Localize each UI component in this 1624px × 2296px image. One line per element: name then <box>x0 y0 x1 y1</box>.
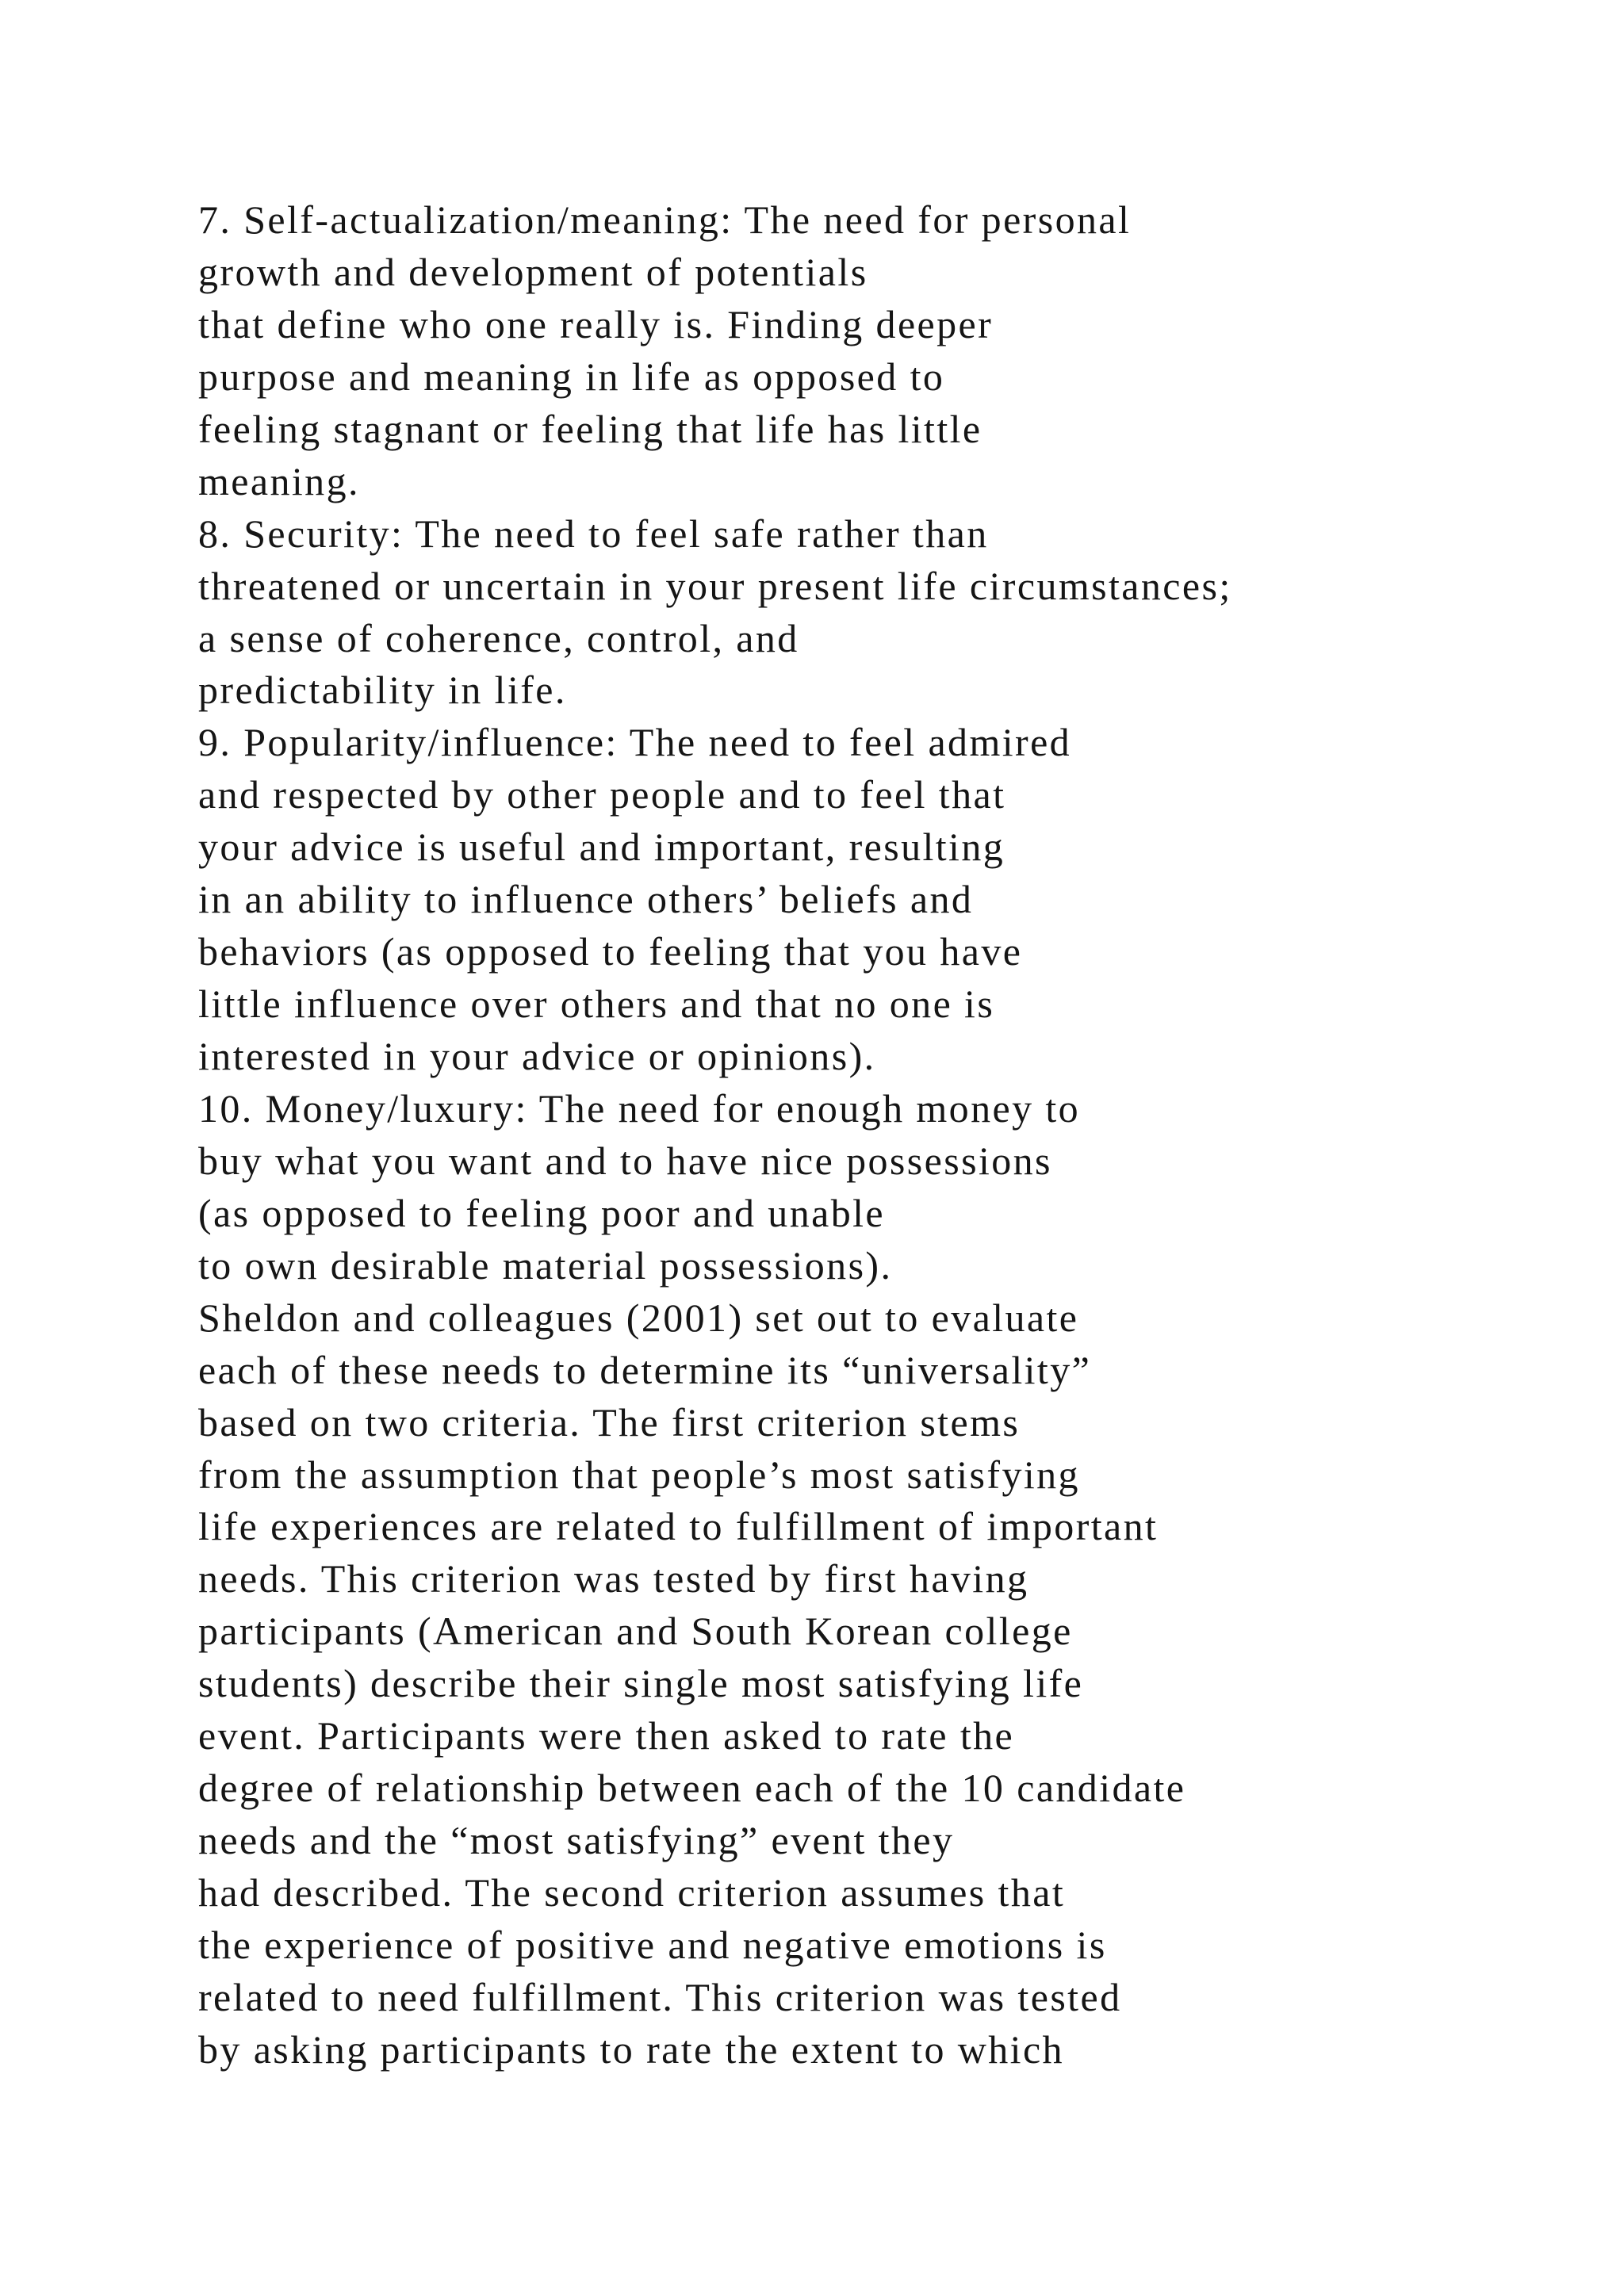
text-line: little influence over others and that no one is <box>198 982 995 1027</box>
text-line: each of these needs to determine its “universality” <box>198 1347 1092 1392</box>
text-line: participants (American and South Korean college <box>198 1609 1073 1654</box>
text-line: your advice is useful and important, resulting <box>198 825 1005 870</box>
text-line: Sheldon and colleagues (2001) set out to evaluate <box>198 1295 1079 1340</box>
text-line: buy what you want and to have nice possessions <box>198 1138 1052 1183</box>
text-line: by asking participants to rate the extent to which <box>198 2026 1064 2072</box>
text-line: a sense of coherence, control, and <box>198 615 799 660</box>
text-line: to own desirable material possessions). <box>198 1242 893 1288</box>
text-line: life experiences are related to fulfillment of important <box>198 1504 1159 1549</box>
text-line: related to need fulfillment. This criterion was tested <box>198 1974 1122 2019</box>
body-text <box>198 194 1562 2076</box>
text-line: growth and development of potentials <box>198 249 868 294</box>
text-line: needs and the “most satisfying” event they <box>198 1818 955 1863</box>
text-line: 7. Self-actualization/meaning: The need for personal <box>198 197 1132 242</box>
text-line: predictability in life. <box>198 668 567 713</box>
text-line: from the assumption that people’s most satisfying <box>198 1452 1080 1497</box>
text-line: meaning. <box>198 458 360 503</box>
text-line: had described. The second criterion assumes that <box>198 1870 1066 1915</box>
text-line: and respected by other people and to feel that <box>198 772 1006 817</box>
text-line: event. Participants were then asked to rate the <box>198 1713 1015 1758</box>
text-line: 9. Popularity/influence: The need to feel admired <box>198 720 1072 765</box>
text-line: 8. Security: The need to feel safe rather than <box>198 511 989 556</box>
text-line: students) describe their single most satisfying life <box>198 1661 1084 1706</box>
text-line: behaviors (as opposed to feeling that you have <box>198 929 1023 974</box>
text-line: purpose and meaning in life as opposed to <box>198 354 945 399</box>
text-line: degree of relationship between each of the 10 candidate <box>198 1766 1186 1811</box>
text-line: interested in your advice or opinions). <box>198 1034 876 1078</box>
text-line: based on two criteria. The first criterion stems <box>198 1399 1021 1445</box>
text-line: 10. Money/luxury: The need for enough money to <box>198 1085 1081 1131</box>
text-line: that define who one really is. Finding deeper <box>198 301 994 346</box>
text-line: the experience of positive and negative emotions is <box>198 1922 1107 1967</box>
text-line: feeling stagnant or feeling that life has little <box>198 406 982 451</box>
text-line: needs. This criterion was tested by first having <box>198 1556 1029 1601</box>
text-line: in an ability to influence others’ beliefs and <box>198 877 974 922</box>
text-line: (as opposed to feeling poor and unable <box>198 1190 885 1235</box>
text-line: threatened or uncertain in your present life circumstances; <box>198 563 1232 608</box>
